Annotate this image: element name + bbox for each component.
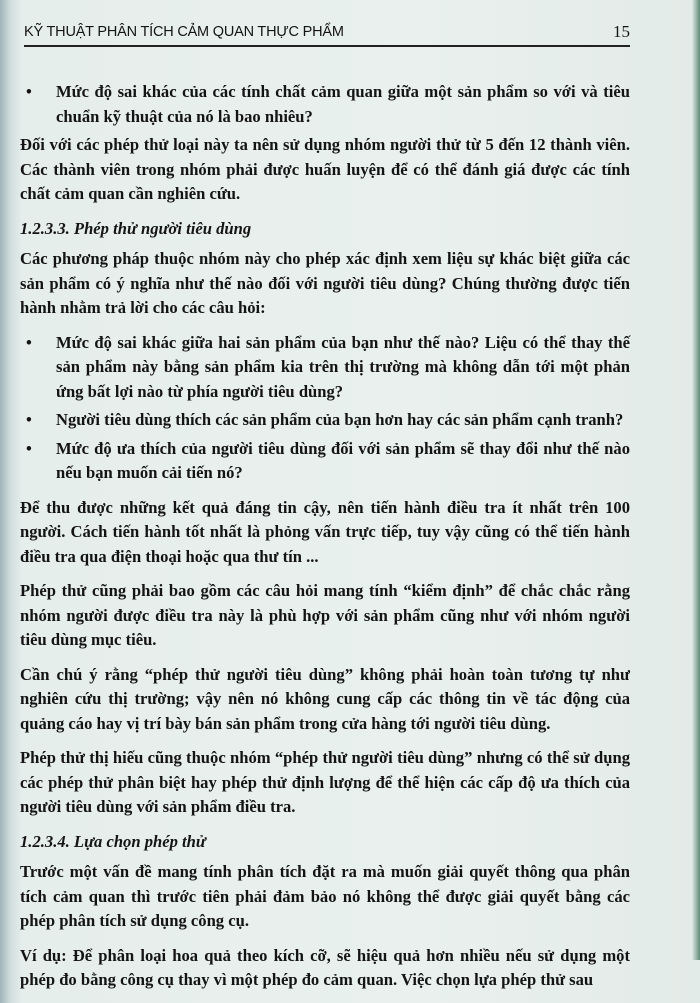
bullet-text: Mức độ sai khác giữa hai sản phẩm của bạn như thế nào? Liệu có thể thay thế sản phẩm này bằng sản phẩm kia trên thị trường mà không dẫn tới một phản ứng bất lợi nào từ phía người tiêu dùng?	[56, 332, 630, 401]
bullet-item	[20, 408, 630, 433]
bullet-icon: •	[26, 438, 32, 458]
section-heading: 1.2.3.3. Phép thử người tiêu dùng	[20, 218, 252, 238]
bullet-icon: •	[26, 332, 32, 352]
header-rule	[24, 45, 630, 47]
bullet-item	[20, 437, 630, 486]
section-heading: 1.2.3.4. Lựa chọn phép thử	[20, 831, 206, 851]
bullet-icon: •	[26, 82, 32, 101]
bullet-text: Người tiêu dùng thích các sản phẩm của bạn hơn hay các sản phẩm cạnh tranh?	[56, 410, 624, 429]
bullet-item	[20, 80, 630, 129]
paragraph: Đối với các phép thử loại này ta nên sử dụng nhóm người thử từ 5 đến 12 thành viên. Các thành viên trong nhóm phải được huấn luyện để có thể đánh giá được các tính chất cảm quan cần nghiên cứu.	[20, 135, 630, 203]
book-title: KỸ THUẬT PHÂN TÍCH CẢM QUAN THỰC PHẨM	[24, 24, 344, 40]
paragraph: Phép thử cũng phải bao gồm các câu hỏi mang tính “kiểm định” để chắc chắc rằng nhóm người được điều tra này là phù hợp với sản phẩm cũng như với nhóm người tiêu dùng mục tiêu.	[20, 581, 630, 649]
paragraph: Cần chú ý rằng “phép thử người tiêu dùng” không phải hoàn toàn tương tự như nghiên cứu thị trường; vậy nên nó không cung cấp các thông tin về tác động của quảng cáo hay vị trí bày bán sản phẩm trong cửa hàng tới người tiêu dùng.	[20, 664, 630, 733]
bullet-text: Mức độ sai khác của các tính chất cảm quan giữa một sản phẩm so với và tiêu chuẩn kỹ thuật của nó là bao nhiêu?	[56, 82, 630, 126]
page-number: 15	[613, 22, 630, 41]
bullet-icon: •	[26, 410, 32, 429]
paragraph: Trước một vấn đề mang tính phân tích đặt ra mà muốn giải quyết thông qua phân tích cảm quan thì trước tiên phải đảm bảo nó không thể được giải quyết bằng các phép phân tích sử dụng công cụ.	[20, 862, 630, 930]
paragraph: Ví dụ: Để phân loại hoa quả theo kích cỡ, sẽ hiệu quả hơn nhiều nếu sử dụng một phép đo bằng công cụ thay vì một phép đo cảm quan. Việc chọn lựa phép thử sau	[20, 945, 630, 989]
page-body	[20, 80, 630, 1003]
paragraph: Phép thử thị hiếu cũng thuộc nhóm “phép thử người tiêu dùng” nhưng có thể sử dụng các phép thử phân biệt hay phép thử định lượng để thể hiện các cấp độ ưa thích của người tiêu dùng với sản phẩm điều tra.	[20, 748, 630, 816]
paragraph: Các phương pháp thuộc nhóm này cho phép xác định xem liệu sự khác biệt giữa các sản phẩm có ý nghĩa như thế nào đối với người tiêu dùng? Chúng thường được tiến hành nhằm trả lời cho các câu hỏi:	[20, 249, 630, 317]
bullet-text: Mức độ ưa thích của người tiêu dùng đối với sản phẩm sẽ thay đổi như thế nào nếu bạn muốn cải tiến nó?	[56, 438, 630, 482]
running-header	[24, 22, 630, 42]
page-edge	[692, 0, 700, 960]
bullet-item	[20, 331, 630, 405]
paragraph: Để thu được những kết quả đáng tin cậy, nên tiến hành điều tra ít nhất trên 100 người. Cách tiến hành tốt nhất là phỏng vấn trực tiếp, tuy vậy cũng có thể tiến hành điều tra qua điện thoại hoặc qua thư tín ...	[20, 497, 630, 566]
